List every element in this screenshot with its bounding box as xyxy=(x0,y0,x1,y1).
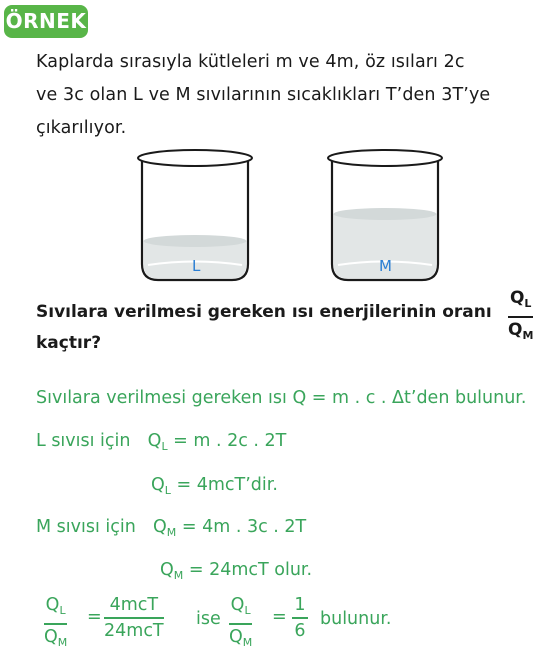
solution-m-result: $Q_M = 24mcT$ olur. xyxy=(160,560,313,582)
final-bulunur: bulunur. xyxy=(320,609,392,629)
question-line-2: kaçtır? xyxy=(36,333,102,353)
question-ratio: $Q_L$ $Q_M$ xyxy=(508,288,534,342)
final-equals-2: = xyxy=(272,607,287,627)
solution-l-result: $Q_L$ = 4mcT’dir. xyxy=(151,475,278,497)
final-fraction-1: $Q_L$ $Q_M$ xyxy=(44,595,68,649)
beakers-illustration xyxy=(0,0,557,300)
beaker-label-l: L xyxy=(192,257,201,275)
final-equals-1: = xyxy=(87,607,102,627)
solution-m-line: M sıvısı için $Q_M = 4m$ . 3c . 2T xyxy=(36,517,307,539)
final-ise: ise xyxy=(196,609,221,629)
final-fraction-4: 1 6 xyxy=(292,594,308,642)
problem-line-2: ve 3c olan L ve M sıvılarının sıcaklıkları T’den 3T’ye xyxy=(36,85,491,105)
ornek-badge: ÖRNEK xyxy=(4,5,88,38)
beaker-label-m: M xyxy=(379,257,392,275)
final-fraction-2: 4mcT 24mcT xyxy=(104,595,164,641)
beaker-l xyxy=(138,150,252,280)
final-fraction-3: $Q_L$ $Q_M$ xyxy=(229,595,253,649)
beaker-m xyxy=(328,150,442,280)
solution-line-1: Sıvılara verilmesi gereken ısı Q = m . c . Δt’den bulunur. xyxy=(36,388,527,408)
problem-line-1: Kaplarda sırasıyla kütleleri m ve 4m, öz ısıları 2c xyxy=(36,52,465,72)
solution-l-line: L sıvısı için $Q_L = m$ . 2c . 2T xyxy=(36,431,287,453)
problem-line-3: çıkarılıyor. xyxy=(36,118,127,138)
question-line-1: Sıvılara verilmesi gereken ısı enerjilerinin oranı xyxy=(36,302,492,322)
